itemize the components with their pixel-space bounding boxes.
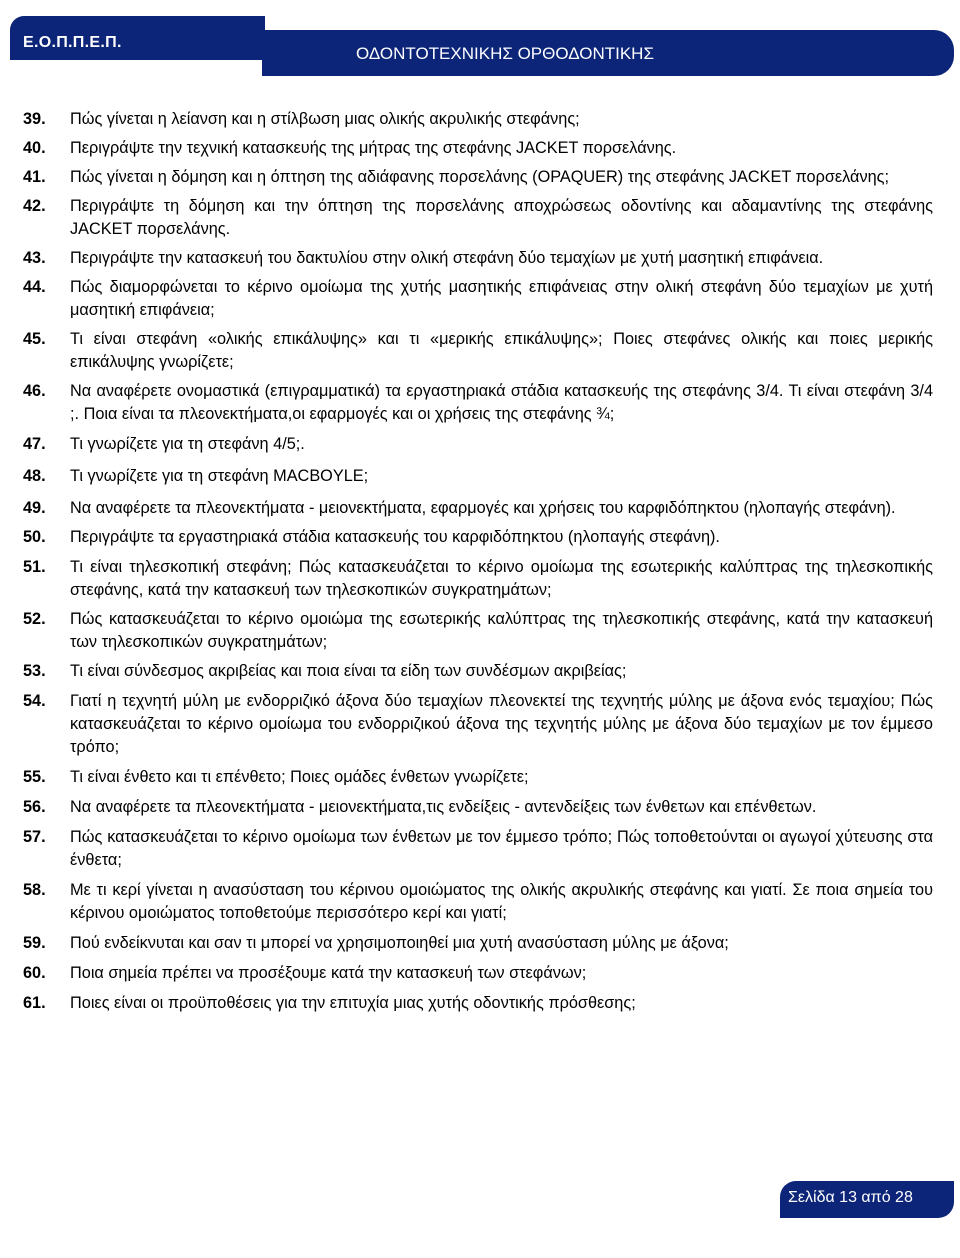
question-number: 43. xyxy=(23,249,46,267)
question-item xyxy=(23,690,933,759)
question-text: Με τι κερί γίνεται η ανασύσταση του κέρινου ομοιώματος της ολικής ακρυλικής στεφάνης και γιατί. Σε ποια σημεία του κέρινου ομοιώματος τοποθετούμε περισσότερο κερί και γιατί; xyxy=(70,881,933,922)
question-number: 44. xyxy=(23,278,46,296)
question-item xyxy=(23,826,933,872)
question-number: 39. xyxy=(23,110,46,128)
question-text: Να αναφέρετε ονομαστικά (επιγραμματικά) τα εργαστηριακά στάδια κατασκευής της στεφάνης 3/4. Τι είναι στεφάνη 3/4 ;. Ποια είναι τα πλεονεκτήματα,οι εφαρμογές και οι χρήσεις της στεφάνης ¾; xyxy=(70,382,933,423)
question-number: 50. xyxy=(23,528,46,546)
question-item xyxy=(23,526,933,549)
question-number: 57. xyxy=(23,828,46,846)
question-text: Τι είναι σύνδεσμος ακριβείας και ποια είναι τα είδη των συνδέσμων ακριβείας; xyxy=(70,662,627,680)
question-number: 47. xyxy=(23,435,46,453)
question-text: Τι είναι τηλεσκοπική στεφάνη; Πώς κατασκευάζεται το κέρινο ομοίωμα της εσωτερικής καλύπτρας της τηλεσκοπικής στεφάνης, κατά την κατασκευή των τηλεσκοπικών συγκρατημάτων; xyxy=(70,558,933,599)
question-number: 55. xyxy=(23,768,46,786)
question-number: 60. xyxy=(23,964,46,982)
question-text: Να αναφέρετε τα πλεονεκτήματα - μειονεκτήματα, εφαρμογές και χρήσεις του καρφιδόπηκτου (ηλοπαγής στεφάνη). xyxy=(70,499,896,517)
question-item xyxy=(23,137,933,160)
question-text: Πώς κατασκευάζεται το κέρινο ομοιώμα της εσωτερικής καλύπτρας της τηλεσκοπικής στεφάνης, κατά την κατασκευή των τηλεσκοπικών συγκρατημάτων; xyxy=(70,610,933,651)
question-number: 46. xyxy=(23,382,46,400)
question-item xyxy=(23,766,933,789)
question-number: 52. xyxy=(23,610,46,628)
question-number: 41. xyxy=(23,168,46,186)
question-number: 54. xyxy=(23,692,46,710)
question-item xyxy=(23,962,933,985)
question-text: Πού ενδείκνυται και σαν τι μπορεί να χρησιμοποιηθεί μια χυτή ανασύσταση μύλης με άξονα; xyxy=(70,934,729,952)
question-number: 58. xyxy=(23,881,46,899)
question-item xyxy=(23,556,933,602)
question-text: Ποια σημεία πρέπει να προσέξουμε κατά την κατασκευή των στεφάνων; xyxy=(70,964,587,982)
question-item xyxy=(23,932,933,955)
question-item xyxy=(23,247,933,270)
question-text: Τι είναι στεφάνη «ολικής επικάλυψης» και τι «μερικής επικάλυψης»; Ποιες στεφάνες ολικής και ποιες μερικής επικάλυψης γνωρίζετε; xyxy=(70,330,933,371)
question-text: Γιατί η τεχνητή μύλη με ενδορριζικό άξονα δύο τεμαχίων πλεονεκτεί της τεχνητής μύλης με άξονα ενός τεμαχίου; Πώς κατασκευάζεται το κέρινο ομοίωμα του ενδορριζικού άξονα της τεχνητής μύλης με άξονα δύο τεμαχίων με τον έμμεσο τρόπο; xyxy=(70,692,933,756)
question-number: 53. xyxy=(23,662,46,680)
question-item xyxy=(23,992,933,1015)
question-item xyxy=(23,465,933,488)
question-item xyxy=(23,166,933,189)
page-footer xyxy=(780,1181,954,1218)
question-item xyxy=(23,380,933,426)
question-item xyxy=(23,660,933,683)
questions-list xyxy=(23,108,933,1015)
question-item xyxy=(23,328,933,374)
question-item xyxy=(23,796,933,819)
question-number: 40. xyxy=(23,139,46,157)
question-text: Περιγράψτε την τεχνική κατασκευής της μήτρας της στεφάνης JACKET πορσελάνης. xyxy=(70,139,677,157)
question-item xyxy=(23,497,933,520)
question-text: Πώς γίνεται η λείανση και η στίλβωση μιας ολικής ακρυλικής στεφάνης; xyxy=(70,110,580,128)
question-item xyxy=(23,195,933,241)
question-text: Τι γνωρίζετε για τη στεφάνη 4/5;. xyxy=(70,435,305,453)
question-number: 61. xyxy=(23,994,46,1012)
question-item xyxy=(23,879,933,925)
question-number: 45. xyxy=(23,330,46,348)
question-text: Ποιες είναι οι προϋποθέσεις για την επιτυχία μιας χυτής οδοντικής πρόσθεσης; xyxy=(70,994,636,1012)
header-title-bar xyxy=(262,30,954,76)
question-text: Να αναφέρετε τα πλεονεκτήματα - μειονεκτήματα,τις ενδείξεις - αντενδείξεις των ένθετων και επένθετων. xyxy=(70,798,817,816)
question-text: Περιγράψτε τη δόμηση και την όπτηση της πορσελάνης αποχρώσεως οδοντίνης και αδαμαντίνης της στεφάνης JACKET πορσελάνης. xyxy=(70,197,933,238)
header-title: ΟΔΟΝΤΟΤΕΧΝΙΚΗΣ ΟΡΘΟΔΟΝΤΙΚΗΣ xyxy=(356,44,654,63)
page-number-label: Σελίδα 13 από 28 xyxy=(788,1189,913,1206)
question-item xyxy=(23,276,933,322)
question-number: 49. xyxy=(23,499,46,517)
question-number: 51. xyxy=(23,558,46,576)
question-item xyxy=(23,108,933,131)
question-text: Περιγράψτε την κατασκευή του δακτυλίου στην ολική στεφάνη δύο τεμαχίων με χυτή μασητική επιφάνεια. xyxy=(70,249,824,267)
question-text: Τι είναι ένθετο και τι επένθετο; Ποιες ομάδες ένθετων γνωρίζετε; xyxy=(70,768,529,786)
question-text: Περιγράψτε τα εργαστηριακά στάδια κατασκευής του καρφιδόπηκτου (ηλοπαγής στεφάνη). xyxy=(70,528,720,546)
question-item xyxy=(23,433,933,456)
question-number: 42. xyxy=(23,197,46,215)
page-header xyxy=(10,16,954,76)
question-number: 59. xyxy=(23,934,46,952)
question-number: 56. xyxy=(23,798,46,816)
question-text: Πώς κατασκευάζεται το κέρινο ομοίωμα των ένθετων με τον έμμεσο τρόπο; Πώς τοποθετούνται οι αγωγοί χύτευσης στα ένθετα; xyxy=(70,828,933,869)
header-left-tab xyxy=(10,16,265,60)
question-text: Πώς διαμορφώνεται το κέρινο ομοίωμα της χυτής μασητικής επιφάνειας στην ολική στεφάνη δύο τεμαχίων με χυτή μασητική επιφάνεια; xyxy=(70,278,933,319)
question-text: Πώς γίνεται η δόμηση και η όπτηση της αδιάφανης πορσελάνης (OPAQUER) της στεφάνης JACKET πορσελάνης; xyxy=(70,168,890,186)
question-item xyxy=(23,608,933,654)
header-organization: Ε.Ο.Π.Π.Ε.Π. xyxy=(23,34,122,51)
question-text: Τι γνωρίζετε για τη στεφάνη MACBOYLE; xyxy=(70,467,369,485)
question-number: 48. xyxy=(23,467,46,485)
